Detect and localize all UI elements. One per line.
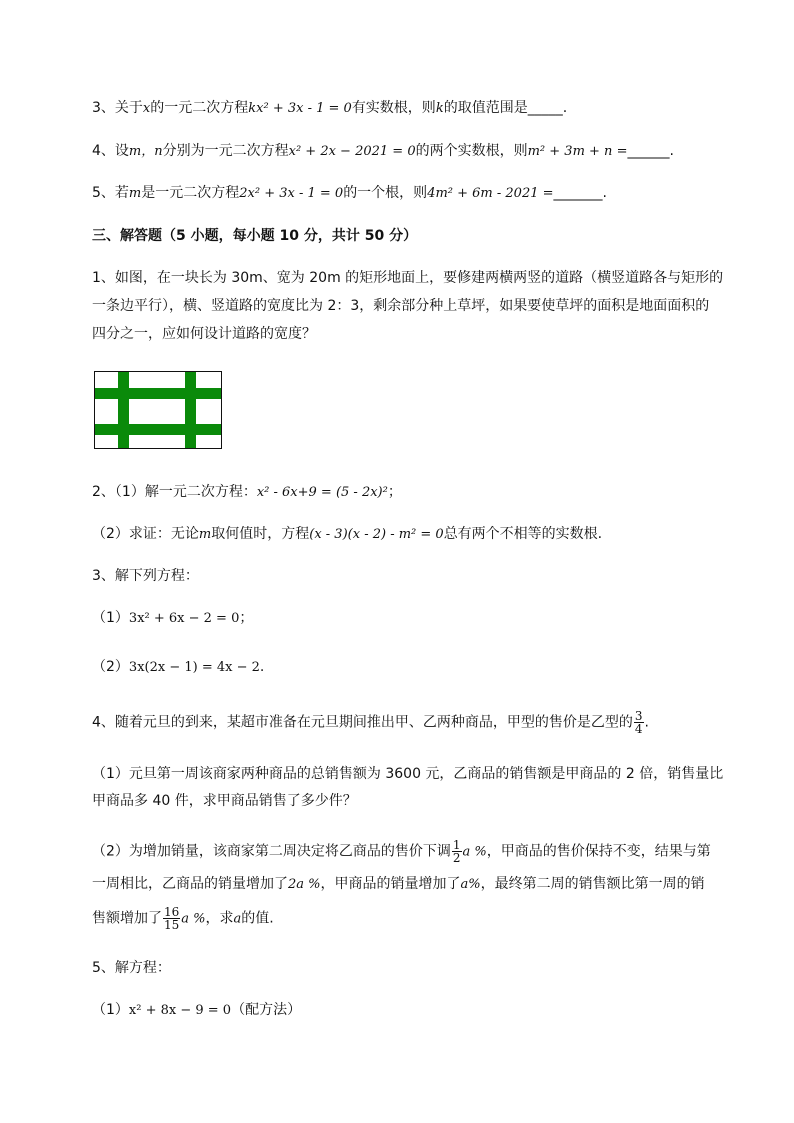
expression: 4m² + 6m - 2021 = bbox=[427, 186, 554, 201]
problem-4-a1-line-1: （1）元旦第一周该商家两种商品的总销售额为 3600 元，乙商品的销售额是甲商品的 2 倍，销售量比 bbox=[92, 766, 724, 782]
equation: 3x² + 6x − 2 = 0 bbox=[128, 611, 240, 626]
problem-1-line-3: 四分之一，应如何设计道路的宽度？ bbox=[92, 326, 316, 342]
horizontal-road-1 bbox=[94, 388, 222, 399]
problem-1-line-1: 1、如图，在一块长为 30m、宽为 20m 的矩形地面上，要修建两横两竖的道路（横竖道路各与矩形的 bbox=[92, 270, 724, 286]
vertical-road-2 bbox=[185, 371, 196, 449]
problem-2-part-1: 2、（1）解一元二次方程：x² - 6x+9 = (5 - 2x)²； bbox=[92, 484, 402, 500]
fraction: $\frac{3}{4}$ bbox=[634, 709, 643, 736]
equation: x² + 8x − 9 = 0 bbox=[128, 1003, 232, 1018]
equation: 3x(2x − 1) = 4x − 2 bbox=[128, 660, 260, 675]
equation: x² + 2x − 2021 = 0 bbox=[288, 144, 416, 159]
vertical-road-1 bbox=[118, 371, 129, 449]
expression: m² + 3m + n = bbox=[527, 144, 628, 159]
fraction: $\frac{16}{15}$ bbox=[164, 905, 180, 932]
problem-3-part-1: （1）3x² + 6x − 2 = 0； bbox=[92, 610, 254, 626]
horizontal-road-2 bbox=[94, 424, 222, 435]
problem-4-a2-line-1: （2）为增加销量，该商家第二周决定将乙商品的售价下调 $\frac{1}{2}$ a %，甲商品的售价保持不变，结果与第 bbox=[92, 838, 711, 865]
problem-2-part-2: （2）求证：无论m取何值时，方程(x - 3)(x - 2) - m² = 0总有两个不相等的实数根. bbox=[92, 526, 603, 542]
problem-5-title: 5、解方程： bbox=[92, 960, 171, 976]
problem-4-a2-line-3: 售额增加了 $\frac{16}{15}$ a %，求a的值. bbox=[92, 905, 274, 932]
equation: x² - 6x+9 = (5 - 2x)² bbox=[256, 485, 388, 500]
problem-3-part-2: （2）3x(2x − 1) = 4x − 2. bbox=[92, 659, 265, 675]
problem-5-part-1: （1）x² + 8x − 9 = 0（配方法） bbox=[92, 1002, 302, 1018]
fill-question-4: 4、设m，n分别为一元二次方程x² + 2x − 2021 = 0的两个实数根，则m² + 3m + n =______. bbox=[92, 143, 674, 159]
field-border bbox=[95, 372, 222, 449]
fill-question-5: 5、若m是一元二次方程2x² + 3x - 1 = 0的一个根，则4m² + 6m - 2021 =_______. bbox=[92, 185, 607, 201]
problem-1-line-2: 一条边平行），横、竖道路的宽度比为 2：3，剩余部分种上草坪，如果要使草坪的面积是地面面积的 bbox=[92, 298, 710, 314]
road-diagram bbox=[94, 371, 222, 449]
equation: kx² + 3x - 1 = 0 bbox=[248, 101, 352, 116]
equation: 2x² + 3x - 1 = 0 bbox=[239, 186, 344, 201]
fraction: $\frac{1}{2}$ bbox=[452, 838, 461, 865]
problem-3-title: 3、解下列方程： bbox=[92, 568, 199, 584]
problem-4-a1-line-2: 甲商品多 40 件，求甲商品销售了多少件？ bbox=[92, 793, 357, 809]
fill-question-3: 3、关于x的一元二次方程kx² + 3x - 1 = 0有实数根，则k的取值范围是_____. bbox=[92, 100, 568, 116]
section-title: 三、解答题（5 小题，每小题 10 分，共计 50 分） bbox=[92, 228, 418, 244]
problem-4-a2-line-2: 一周相比，乙商品的销量增加了2a %，甲商品的销量增加了a%，最终第二周的销售额比第一周的销 bbox=[92, 876, 705, 892]
equation: (x - 3)(x - 2) - m² = 0 bbox=[309, 527, 444, 542]
problem-4-intro: 4、随着元旦的到来，某超市准备在元旦期间推出甲、乙两种商品，甲型的售价是乙型的 $\frac{3}{4}$ . bbox=[92, 709, 649, 736]
